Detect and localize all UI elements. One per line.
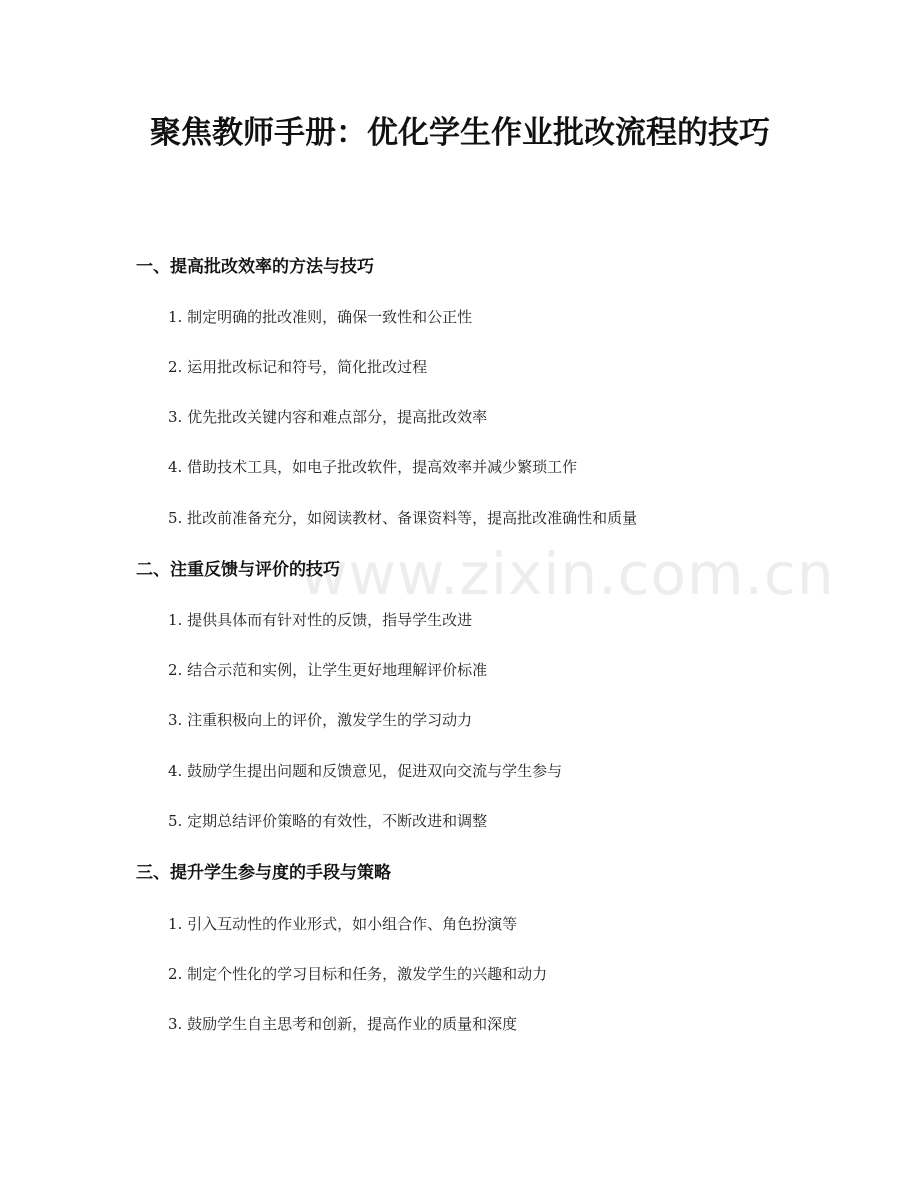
watermark: www.zixin.com.cn bbox=[300, 540, 835, 608]
list-item: 1. 引入互动性的作业形式，如小组合作、角色扮演等 bbox=[168, 915, 518, 933]
list-item: 5. 定期总结评价策略的有效性，不断改进和调整 bbox=[168, 812, 488, 830]
list-item: 1. 制定明确的批改准则，确保一致性和公正性 bbox=[168, 308, 473, 326]
list-item: 2. 运用批改标记和符号，简化批改过程 bbox=[168, 358, 428, 376]
list-item: 1. 提供具体而有针对性的反馈，指导学生改进 bbox=[168, 611, 473, 629]
list-item: 2. 制定个性化的学习目标和任务，激发学生的兴趣和动力 bbox=[168, 965, 548, 983]
list-item: 3. 注重积极向上的评价，激发学生的学习动力 bbox=[168, 711, 473, 729]
list-item: 5. 批改前准备充分，如阅读教材、备课资料等，提高批改准确性和质量 bbox=[168, 509, 638, 527]
section-heading-1: 一、提高批改效率的方法与技巧 bbox=[136, 257, 374, 277]
section-heading-3: 三、提升学生参与度的手段与策略 bbox=[136, 863, 391, 883]
list-item: 3. 鼓励学生自主思考和创新，提高作业的质量和深度 bbox=[168, 1015, 518, 1033]
list-item: 4. 借助技术工具，如电子批改软件，提高效率并减少繁琐工作 bbox=[168, 458, 578, 476]
list-item: 3. 优先批改关键内容和难点部分，提高批改效率 bbox=[168, 408, 488, 426]
list-item: 2. 结合示范和实例，让学生更好地理解评价标准 bbox=[168, 661, 488, 679]
section-heading-2: 二、注重反馈与评价的技巧 bbox=[136, 560, 340, 580]
list-item: 4. 鼓励学生提出问题和反馈意见，促进双向交流与学生参与 bbox=[168, 762, 563, 780]
page-title: 聚焦教师手册：优化学生作业批改流程的技巧 bbox=[150, 115, 770, 151]
